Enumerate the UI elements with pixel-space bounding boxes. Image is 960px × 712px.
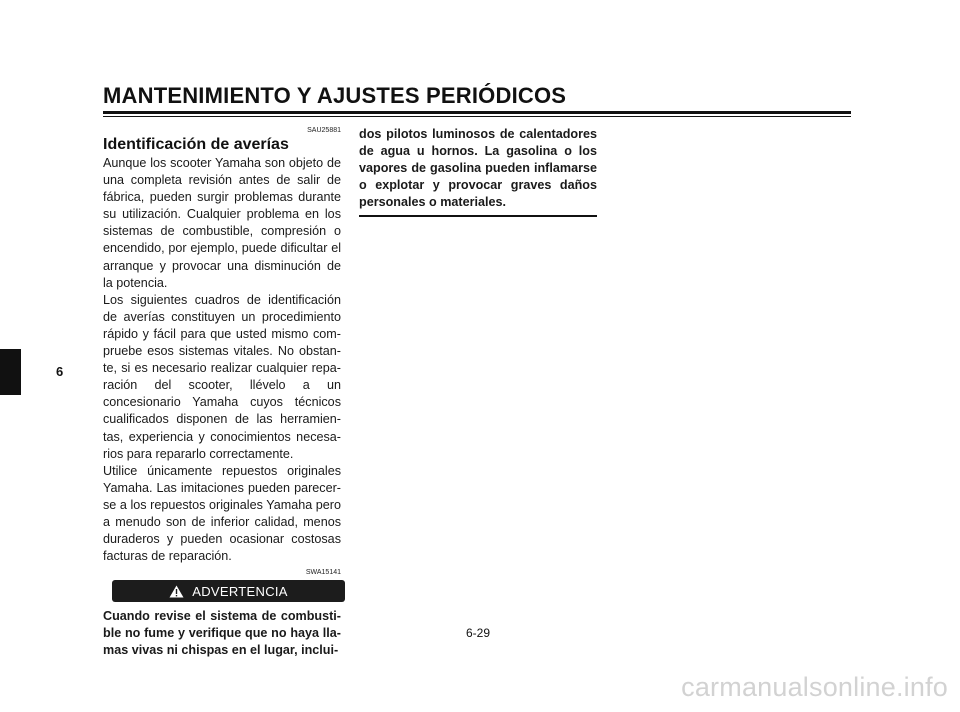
page-number: 6-29 <box>466 626 491 640</box>
warning-label: ADVERTENCIA <box>192 583 288 599</box>
left-column <box>103 126 341 660</box>
paragraph-procedure: Los siguientes cuadros de identificación de averías constituyen un procedimiento rápido y fácil para que usted mismo com- pruebe esos sistemas vitales. No obstan- te, si es necesario realizar cualquier repa- ración del scooter, llévelo a un concesionario Yamaha cuyos técnicos cualificados disponen de las herramien- tas, experiencia y conocimientos necesa- rios para repararlo correctamente. <box>103 292 341 461</box>
warning-triangle-icon <box>169 585 184 598</box>
watermark: carmanualsonline.info <box>681 672 948 702</box>
chapter-tab <box>0 349 21 395</box>
page-header-title: MANTENIMIENTO Y AJUSTES PERIÓDICOS <box>103 83 567 108</box>
warning-end-rule <box>359 215 597 217</box>
section-title: Identificación de averías <box>103 136 289 153</box>
header-rule <box>103 111 851 114</box>
warning-text-right: dos pilotos luminosos de calentadores de agua u hornos. La gasolina o los vapores de gasolina pueden inflamarse o explotar y provocar graves daños personales o materiales. <box>359 127 597 210</box>
paragraph-parts: Utilice únicamente repuestos originales Yamaha. Las imitaciones pueden parecer- se a los repuestos originales Yamaha pero a menudo son de inferior calidad, menos duraderos y pueden ocasionar costosas facturas de reparación. <box>103 463 341 564</box>
section-code: SAU25881 <box>307 127 341 134</box>
warning-header <box>103 580 341 602</box>
paragraph-intro: Aunque los scooter Yamaha son objeto de una completa revisión antes de salir de fábrica, pueden surgir problemas durante su utilización. Cualquier problema en los sistemas de combustible, compresión o encendido, por ejemplo, puede dificultar el arranque y provocar una disminución de la potencia. <box>103 156 341 290</box>
header-rule-thin <box>103 116 851 117</box>
warning-label-box <box>112 580 345 602</box>
warning-text-left: Cuando revise el sistema de combusti- ble no fume y verifique que no haya lla- mas vivas ni chispas en el lugar, inclui- <box>103 609 341 658</box>
right-column <box>359 126 597 217</box>
warning-code: SWA15141 <box>305 569 341 577</box>
chapter-number: 6 <box>56 364 64 379</box>
